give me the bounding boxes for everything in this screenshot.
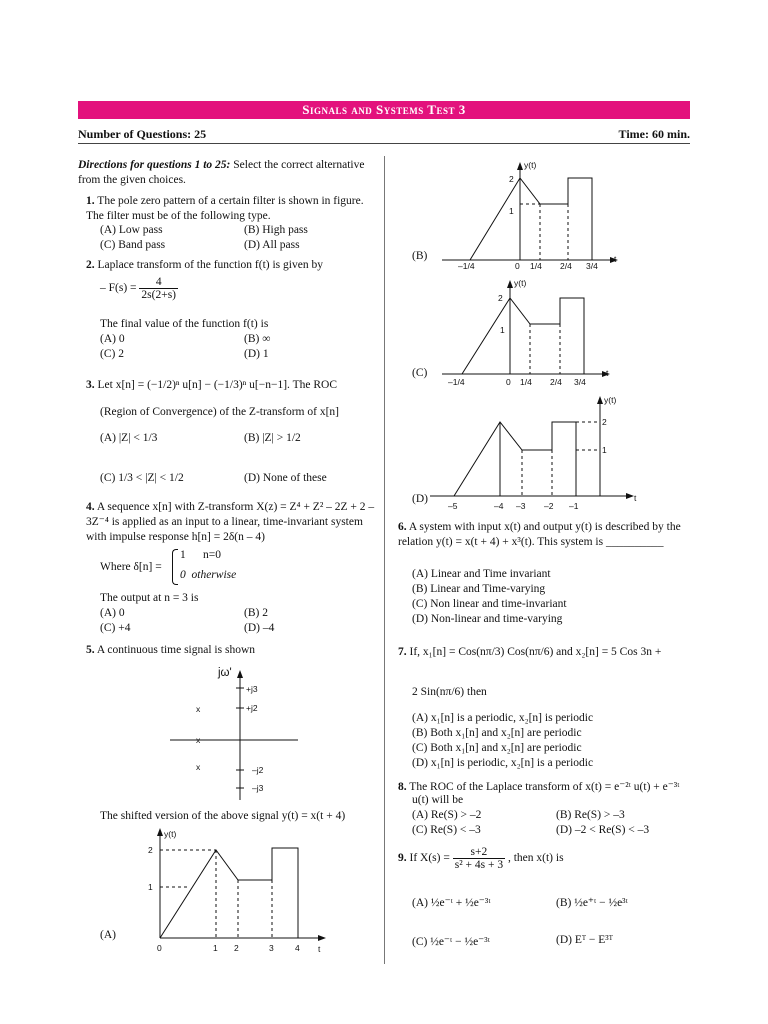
option-b[interactable]: (B) |Z| > 1/2 [244,432,301,444]
x-tick: –1/4 [448,377,465,387]
option-c[interactable]: (C) Band pass [100,239,166,251]
denominator: s² + 4s + 3 [454,859,504,871]
tick-label: –j2 [252,765,264,775]
option-d[interactable]: (D) –2 < Re(S) < –3 [556,824,650,836]
number-of-questions: Number of Questions: 25 [78,127,207,141]
fraction [139,276,178,301]
numerator: s+2 [453,846,505,859]
question-9 [398,846,564,871]
option-d[interactable]: (D) Non-linear and time-varying [412,613,563,625]
question-number: 2. [86,259,95,271]
question-text: The ROC of the Laplace transform of x(t) = e⁻²ᵗ u(t) + e⁻³ᵗ [409,781,680,793]
option-b[interactable]: (B) Re(S) > –3 [556,809,625,821]
question-number: 7. [398,646,407,658]
question-text-2: (Region of Convergence) of the Z-transform of x[n] [100,406,339,418]
delta-case-1: 1 n=0 [180,549,221,561]
question-2 [86,259,323,271]
option-c[interactable]: (C) Re(S) < –3 [412,824,481,836]
x-tick: 1/4 [530,261,542,271]
question-4 [86,500,378,545]
y-tick: 1 [602,445,607,455]
question-text: The pole zero pattern of a certain filter is shown in figure. The filter must be of the following type. [86,195,364,222]
option-a[interactable]: (A) Linear and Time invariant [412,568,551,580]
option-a[interactable]: (A) Re(S) > –2 [412,809,482,821]
x-tick: –4 [494,501,504,511]
x-tick: 4 [295,943,300,953]
equation-lhs: If X(s) = [409,852,450,865]
question-number: 4. [86,501,95,513]
option-a[interactable]: (A) Low pass [100,224,163,236]
directions-lead: Directions for questions 1 to 25: [78,159,231,171]
y-axis-label: y(t) [514,278,527,288]
question-number: 3. [86,379,95,391]
column-divider [384,156,385,964]
option-c[interactable]: (C) Non linear and time-invariant [412,598,567,610]
graph-option-b [440,158,630,274]
directions [78,158,378,188]
question-number: 9. [398,852,407,865]
option-a[interactable]: (A) 0 [100,607,125,619]
x-axis-label: t [606,368,609,378]
x-tick: 1 [213,943,218,953]
question-number: 5. [86,644,95,656]
y-tick: 2 [498,293,503,303]
question-text: A sequence x[n] with Z-transform X(z) = Z⁴ + Z² – 2Z + 2 – 3Z⁻⁴ is applied as an input to a linear, time-invariant system with impulse response h[n] = 2δ(n – 4) [86,501,375,543]
question-text-2: The shifted version of the above signal y(t) = x(t + 4) [100,810,346,822]
option-d[interactable]: (D) 1 [244,348,269,360]
option-c[interactable]: (C) +4 [100,622,131,634]
option-a-label[interactable]: (A) [100,929,116,941]
pole-marker: x [196,762,201,772]
question-7 [398,646,661,658]
x-tick: –5 [448,501,458,511]
question-1 [86,194,378,224]
x-tick: 2/4 [560,261,572,271]
q2-equation [100,276,178,301]
option-b-label[interactable]: (B) [412,250,428,262]
x-tick: –1/4 [458,261,475,271]
question-8 [398,779,679,793]
y-tick: 2 [148,845,153,855]
directions-text: Select the correct alternative from the given choices. [78,159,365,186]
delta-case-2: 0 otherwise [180,569,237,581]
option-c-label[interactable]: (C) [412,367,428,379]
x-axis-label: t [634,493,637,503]
question-number: 8. [398,781,407,793]
y-tick: 1 [500,325,505,335]
fraction [453,846,505,871]
option-b[interactable]: (B) 2 [244,607,268,619]
option-b[interactable]: (B) ∞ [244,333,271,345]
question-text-2: u(t) will be [412,794,464,806]
option-b[interactable]: (B) Linear and Time-varying [412,583,546,595]
pole-marker: x [196,735,201,745]
graph-option-d [430,392,650,514]
option-a[interactable]: (A) x₁[n] is a periodic, x₂[n] is periodic [412,712,594,724]
x-tick: 0 [157,943,162,953]
x-tick: 0 [515,261,520,271]
x-axis-label: t [614,254,617,264]
y-tick: 1 [148,882,153,892]
numerator: 4 [139,276,178,289]
axis-label: jω' [218,667,232,679]
option-a[interactable]: (A) ½e⁻ᵗ + ½e⁻³ᵗ [412,897,491,909]
option-c[interactable]: (C) 2 [100,348,124,360]
question-text-2: The final value of the function f(t) is [100,318,269,330]
header-divider [78,143,690,144]
question-number: 6. [398,521,407,533]
x-tick: 0 [506,377,511,387]
option-b[interactable]: (B) High pass [244,224,308,236]
equation-rhs: , then x(t) is [507,852,564,865]
option-b[interactable]: (B) Both x₁[n] and x₂[n] are periodic [412,727,582,739]
option-a[interactable]: (A) 0 [100,333,125,345]
question-expression: Let x[n] = (−1/2)ⁿ u[n] − (−1/3)ⁿ u[−n−1]. The ROC [97,379,337,391]
x-tick: 3/4 [574,377,586,387]
question-expression-2: 2 Sin(nπ/6) then [412,686,487,698]
denominator: 2s(2+s) [141,289,177,301]
question-5 [86,644,255,656]
y-axis-label: y(t) [524,160,537,170]
option-d[interactable]: (D) –4 [244,622,275,634]
x-axis-label: t [318,944,321,954]
option-d[interactable]: (D) All pass [244,239,300,251]
tick-label: +j2 [246,703,258,713]
y-tick: 2 [602,417,607,427]
equation-lhs: – F(s) = [100,282,137,295]
graph-option-a [140,826,340,956]
x-tick: 3 [269,943,274,953]
y-tick: 2 [509,174,514,184]
delta-definition-label: Where δ[n] = [100,561,162,573]
question-text: A system with input x(t) and output y(t) is described by the relation y(t) = x(t + 4) + x³(t). This system is __________ [398,521,681,548]
tick-label: –j3 [252,783,264,793]
option-c[interactable]: (C) ½e⁻ᵗ − ½e⁻³ᵗ [412,936,490,948]
question-number: 1. [86,195,95,207]
option-d[interactable]: (D) Eᵀ − E³ᵀ [556,934,613,946]
question-expression: If, x₁[n] = Cos(nπ/3) Cos(nπ/6) and x₂[n] = 5 Cos 3n + [409,646,662,658]
question-text: Laplace transform of the function f(t) is given by [97,259,323,271]
graph-option-c [440,276,630,392]
x-tick: –2 [544,501,554,511]
y-tick: 1 [509,206,514,216]
x-tick: –1 [569,501,579,511]
x-tick: 3/4 [586,261,598,271]
option-a[interactable]: (A) |Z| < 1/3 [100,432,158,444]
x-tick: 2 [234,943,239,953]
option-d-label[interactable]: (D) [412,493,428,505]
pole-zero-plot [170,662,300,802]
brace [172,549,178,585]
x-tick: 1/4 [520,377,532,387]
test-title-banner: Signals and Systems Test 3 [78,101,690,119]
x-tick: –3 [516,501,526,511]
question-text: A continuous time signal is shown [96,644,255,656]
question-6 [398,520,690,550]
option-d[interactable]: (D) x₁[n] is periodic, x₂[n] is a periodic [412,757,594,769]
option-d[interactable]: (D) None of these [244,472,327,484]
option-c[interactable]: (C) 1/3 < |Z| < 1/2 [100,472,184,484]
y-axis-label: y(t) [164,829,177,839]
x-tick: 2/4 [550,377,562,387]
question-3 [86,379,337,391]
time-limit: Time: 60 min. [618,127,690,141]
option-c[interactable]: (C) Both x₁[n] and x₂[n] are periodic [412,742,582,754]
question-text-2: The output at n = 3 is [100,592,199,604]
y-axis-label: y(t) [604,395,617,405]
tick-label: +j3 [246,684,258,694]
option-b[interactable]: (B) ½e⁺ᵗ − ½e³ᵗ [556,897,628,909]
pole-marker: x [196,704,201,714]
